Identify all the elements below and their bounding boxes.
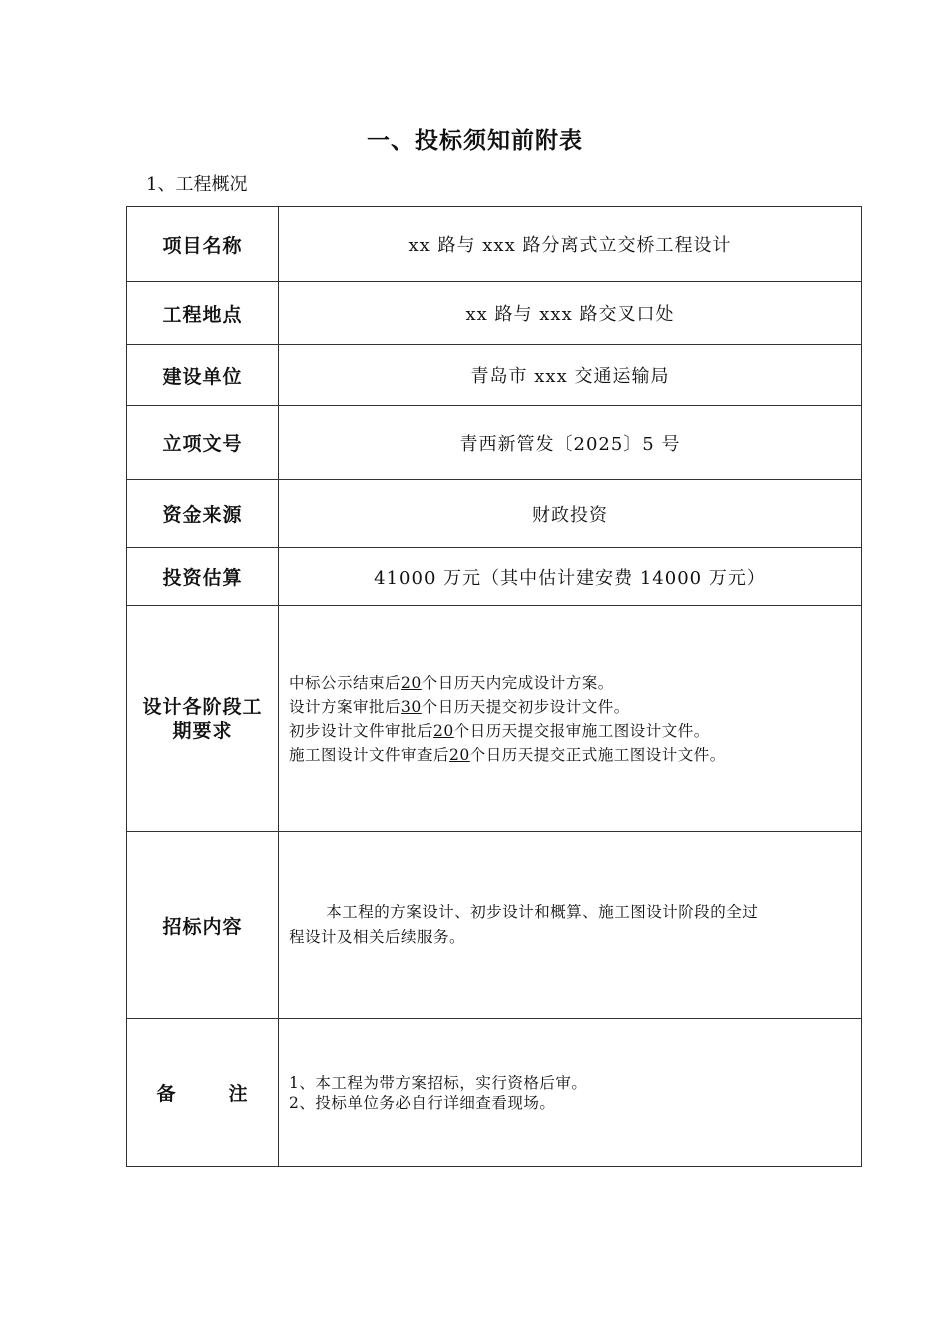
schedule-line: 初步设计文件审批后20个日历天提交报审施工图设计文件。	[289, 721, 710, 740]
remarks-row	[127, 1019, 862, 1167]
row-label: 投资估算	[127, 548, 279, 606]
row-label: 资金来源	[127, 480, 279, 548]
row-label: 工程地点	[127, 282, 279, 345]
remarks-label-char: 备	[156, 1083, 177, 1105]
schedule-content	[279, 606, 862, 832]
table-row	[127, 207, 862, 282]
row-label: 立项文号	[127, 406, 279, 480]
table-row	[127, 345, 862, 406]
remarks-label-char: 注	[228, 1083, 249, 1105]
remarks-content	[279, 1019, 862, 1167]
row-value: 财政投资	[279, 480, 862, 548]
days-number: 20	[449, 745, 470, 764]
remark-item: 2、投标单位务必自行详细查看现场。	[289, 1093, 556, 1112]
row-value: 青岛市 xxx 交通运输局	[279, 345, 862, 406]
row-value: xx 路与 xxx 路分离式立交桥工程设计	[279, 207, 862, 282]
days-number: 30	[401, 697, 422, 716]
remark-item: 1、本工程为带方案招标，实行资格后审。	[289, 1073, 588, 1092]
schedule-line: 设计方案审批后30个日历天提交初步设计文件。	[289, 697, 630, 716]
scope-label: 招标内容	[127, 832, 279, 1019]
schedule-line: 施工图设计文件审查后20个日历天提交正式施工图设计文件。	[289, 745, 726, 764]
schedule-line: 中标公示结束后20个日历天内完成设计方案。	[289, 673, 614, 692]
document-title: 一、投标须知前附表	[367, 128, 583, 154]
days-number: 20	[433, 721, 454, 740]
row-label: 建设单位	[127, 345, 279, 406]
row-value: xx 路与 xxx 路交叉口处	[279, 282, 862, 345]
scope-row	[127, 832, 862, 1019]
schedule-label-line: 期要求	[172, 719, 233, 742]
table-row	[127, 282, 862, 345]
row-label: 项目名称	[127, 207, 279, 282]
schedule-label-line: 设计各阶段工	[142, 695, 263, 718]
schedule-row	[127, 606, 862, 832]
table-row	[127, 406, 862, 480]
section-heading: 1、工程概况	[146, 174, 248, 195]
days-number: 20	[401, 673, 422, 692]
schedule-label	[127, 606, 279, 832]
scope-line: 本工程的方案设计、初步设计和概算、施工图设计阶段的全过	[326, 903, 759, 921]
scope-content	[279, 832, 862, 1019]
row-value: 青西新管发〔2025〕5 号	[279, 406, 862, 480]
row-value: 41000 万元（其中估计建安费 14000 万元）	[279, 548, 862, 606]
bid-info-table	[126, 206, 862, 1167]
table-row	[127, 548, 862, 606]
table-row	[127, 480, 862, 548]
scope-line: 程设计及相关后续服务。	[289, 928, 466, 946]
remarks-label	[127, 1019, 279, 1167]
